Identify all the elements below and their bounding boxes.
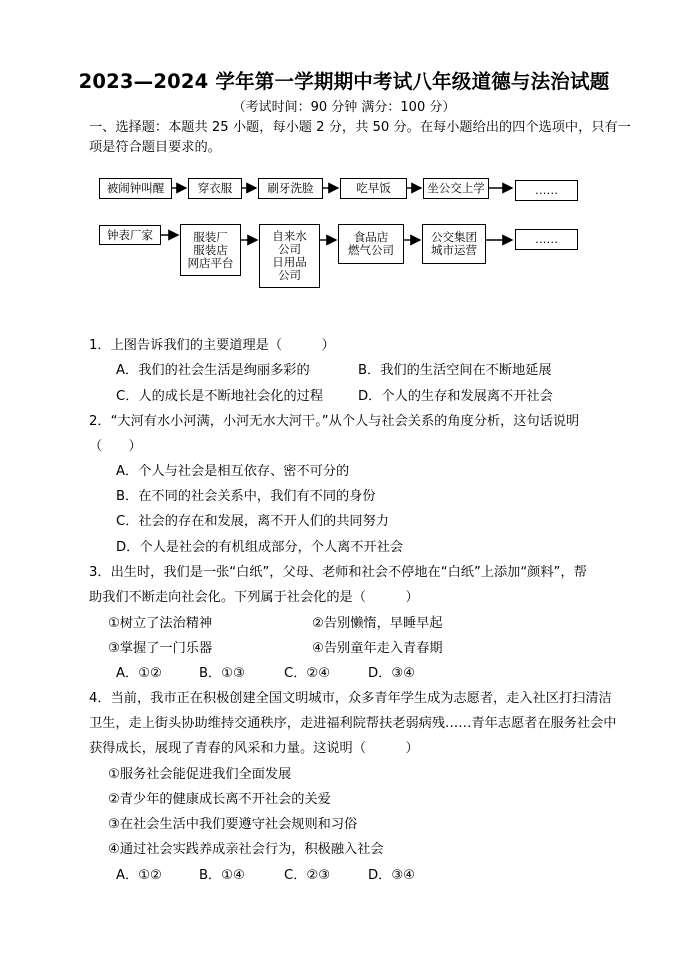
option-d: D．个人的生存和发展离不开社会 xyxy=(358,389,553,404)
option-b: B．在不同的社会关系中，我们有不同的身份 xyxy=(116,489,376,504)
option-a: A．①② xyxy=(116,666,162,681)
flow-box-wash xyxy=(258,178,323,199)
flow-label: 刷牙洗脸 xyxy=(267,181,314,195)
flow-label: 公交集团 xyxy=(431,230,477,244)
statement-1: ①服务社会能促进我们全面发展 xyxy=(108,767,292,782)
question-stem: 4．当前，我市正在积极创建全国文明城市，众多青年学生成为志愿者，走入社区打扫清洁 xyxy=(89,691,612,706)
option-a: A．个人与社会是相互依存、密不可分的 xyxy=(116,464,350,479)
option-d: D．③④ xyxy=(368,868,415,883)
flow-box-clock-maker xyxy=(99,225,161,245)
statement-4: ④通过社会实践养成亲社会行为，积极融入社会 xyxy=(108,842,384,857)
section-instruction-line1: 一、选择题：本题共 25 小题，每小题 2 分，共 50 分。在每小题给出的四个选项中，只有一 xyxy=(89,120,631,135)
option-c: C．②④ xyxy=(284,666,331,681)
question-stem: （ ） xyxy=(89,439,142,454)
flow-label: 服装厂 xyxy=(193,229,228,244)
flow-label: …… xyxy=(535,183,558,197)
option-c: C．人的成长是不断地社会化的过程 xyxy=(116,389,324,404)
question-stem: 1．上图告诉我们的主要道理是（ ） xyxy=(89,338,335,353)
statement-3: ③在社会生活中我们要遵守社会规则和习俗 xyxy=(108,817,358,832)
option-b: B．我们的生活空间在不断地延展 xyxy=(358,363,552,378)
question-stem: 2．“大河有水小河满，小河无水大河干。”从个人与社会关系的角度分析，这句话说明 xyxy=(89,414,580,429)
statement-2: ②青少年的健康成长离不开社会的关爱 xyxy=(108,792,331,807)
flow-box-etc xyxy=(515,229,578,250)
statement-3: ③掌握了一门乐器 xyxy=(108,641,213,656)
question-stem: 3．出生时，我们是一张“白纸”，父母、老师和社会不停地在“白纸”上添加“颜料”，帮 xyxy=(89,565,587,580)
page-title: 2023—2024 学年第一学期期中考试八年级道德与法治试题 xyxy=(78,70,610,93)
question-stem: 卫生，走上街头协助维持交通秩序，走进福利院帮扶老弱病残……青年志愿者在服务社会中 xyxy=(89,716,617,731)
option-b: B．①③ xyxy=(199,666,245,681)
flow-label: 公司 xyxy=(278,242,301,256)
option-d: D．个人是社会的有机组成部分，个人离不开社会 xyxy=(116,540,404,555)
option-d: D．③④ xyxy=(368,666,415,681)
flow-box-dress xyxy=(188,178,242,199)
flow-box-food-gas xyxy=(338,224,404,264)
flow-label: 服装店 xyxy=(193,242,228,257)
flow-label: 被闹钟叫醒 xyxy=(106,181,165,195)
flow-label: 公司 xyxy=(278,268,301,282)
flow-label: 钟表厂家 xyxy=(107,227,153,242)
flow-label: 坐公交上学 xyxy=(427,181,485,195)
flow-label: 城市运营 xyxy=(431,243,477,257)
flow-box-transit xyxy=(422,224,486,264)
option-c: C．社会的存在和发展，离不开人们的共同努力 xyxy=(116,514,389,529)
question-stem: 助我们不断走向社会化。下列属于社会化的是（ ） xyxy=(89,590,419,605)
flow-label: …… xyxy=(535,232,558,246)
flow-box-breakfast xyxy=(340,178,407,199)
flow-label: 网店平台 xyxy=(187,255,234,270)
flow-box-bus xyxy=(423,178,489,199)
option-b: B．①④ xyxy=(199,868,245,883)
flow-label: 自来水 xyxy=(272,229,307,243)
statement-1: ①树立了法治精神 xyxy=(108,616,213,631)
flow-box-utilities xyxy=(259,224,320,288)
flow-box-etc xyxy=(515,180,578,201)
flow-box-clothing xyxy=(180,224,241,276)
statement-4: ④告别童年走入青春期 xyxy=(312,641,443,656)
flow-box-wake-up xyxy=(99,178,172,199)
flow-label: 日用品 xyxy=(272,255,307,269)
option-a: A．我们的社会生活是绚丽多彩的 xyxy=(116,363,310,378)
flow-label: 食品店 xyxy=(353,230,389,244)
exam-info: （考试时间：90 分钟 满分：100 分） xyxy=(232,100,456,115)
flow-label: 燃气公司 xyxy=(348,243,394,257)
flow-label: 穿衣服 xyxy=(197,181,233,195)
section-instruction-line2: 项是符合题目要求的。 xyxy=(89,140,221,155)
question-stem: 获得成长，展现了青春的风采和力量。这说明（ ） xyxy=(89,741,419,756)
option-c: C．②③ xyxy=(284,868,331,883)
option-a: A．①② xyxy=(116,868,162,883)
statement-2: ②告别懒惰，早睡早起 xyxy=(312,616,443,631)
flow-label: 吃早饭 xyxy=(356,181,391,195)
